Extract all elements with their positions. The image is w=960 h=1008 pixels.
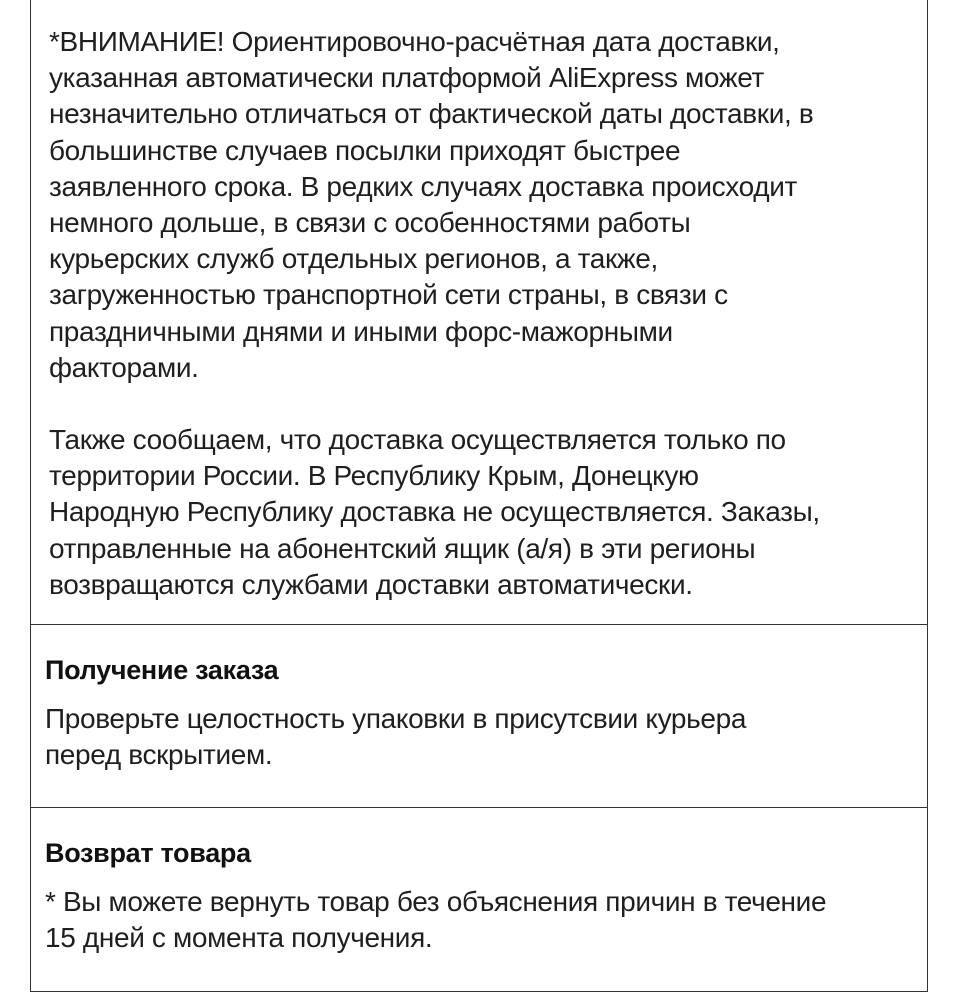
- delivery-region-text: Также сообщаем, что доставка осуществляется только по территории России. В Республику Крым, Донецкую Народную Республику доставка не осуществляется. Заказы, отправленные на абонентский ящик (а/я) в эти регионы возвращаются службами доставки автоматически.: [49, 424, 820, 600]
- info-table: [30, 0, 928, 992]
- delivery-notice-text: *ВНИМАНИЕ! Ориентировочно-расчётная дата доставки, указанная автоматически платформой AliExpress может незначительно отличаться от фактической даты доставки, в большинстве случаев посылки приходят быстрее заявленного срока. В редких случаях доставка происходит немного дольше, в связи с особенностями работы курьерских служб отдельных регионов, а также, загруженностью транспортной сети страны, в связи с праздничными днями и иными форс-мажорными факторами.: [49, 26, 814, 383]
- order-receipt-section: [31, 624, 927, 807]
- product-return-text: * Вы можете вернуть товар без объяснения причин в течение 15 дней с момента получения.: [45, 886, 827, 953]
- product-return-title: Возврат товара: [45, 838, 251, 868]
- order-receipt-title: Получение заказа: [45, 655, 279, 685]
- delivery-notice-section: [31, 0, 927, 624]
- order-receipt-text: Проверьте целостность упаковки в присутсвии курьера перед вскрытием.: [45, 703, 747, 770]
- product-return-section: [31, 807, 927, 991]
